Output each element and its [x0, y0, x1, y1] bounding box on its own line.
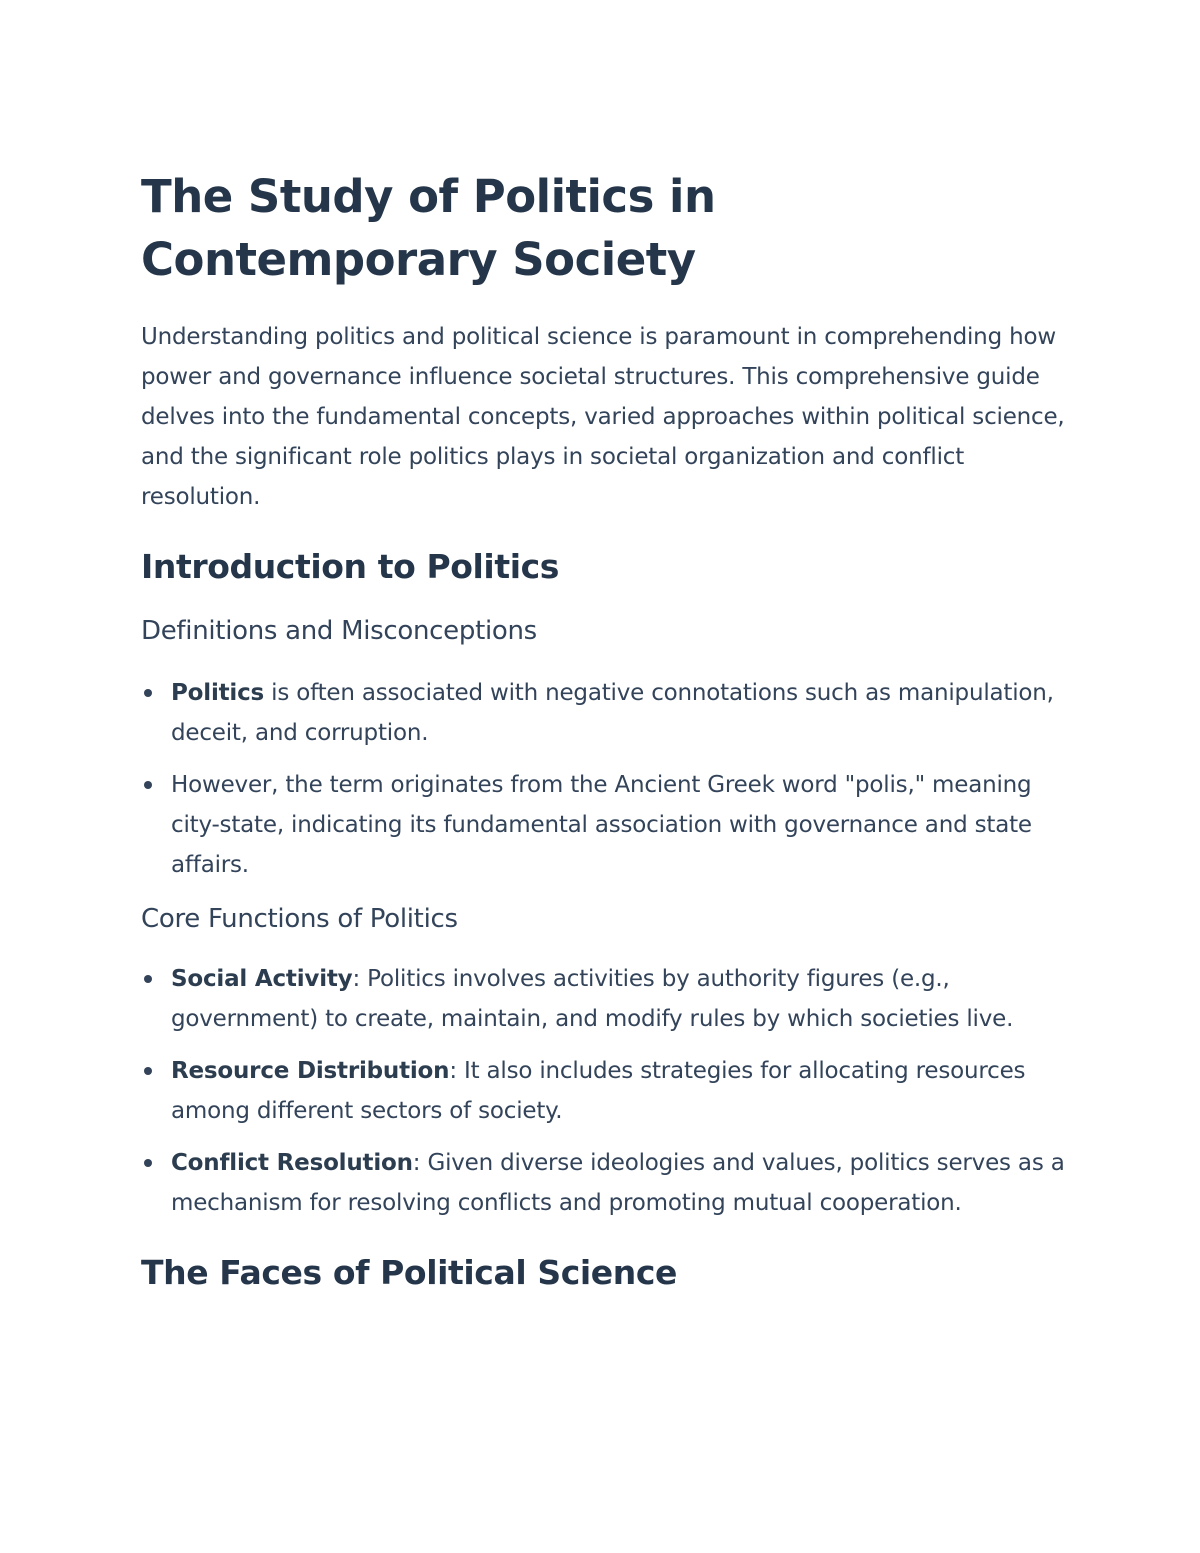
- list-item: [141, 1051, 1071, 1131]
- core-functions-list: [141, 959, 1071, 1223]
- list-item-term: Resource Distribution: [171, 1058, 450, 1084]
- list-item-text: : Politics involves activities by authority figures (e.g., government) to create, maintain, and modify rules by which societies live.: [171, 966, 1014, 1032]
- definitions-list: [141, 673, 1071, 885]
- list-item-text: : Given diverse ideologies and values, politics serves as a mechanism for resolving conflicts and promoting mutual cooperation.: [171, 1150, 1065, 1216]
- list-item: [141, 1143, 1071, 1223]
- list-item: [141, 959, 1071, 1039]
- bullet-icon: [144, 1067, 152, 1075]
- bullet-icon: [144, 781, 152, 789]
- bullet-icon: [144, 1159, 152, 1167]
- subsection-heading-definitions: Definitions and Misconceptions: [141, 616, 537, 646]
- list-item-term: Conflict Resolution: [171, 1150, 413, 1176]
- list-item-text: is often associated with negative connotations such as manipulation, deceit, and corruption.: [171, 680, 1054, 746]
- bullet-icon: [144, 689, 152, 697]
- intro-paragraph: Understanding politics and political science is paramount in comprehending how power and governance influence societal structures. This comprehensive guide delves into the fundamental concepts, varied approaches within political science, and the significant role politics plays in societal organization and conflict resolution.: [141, 324, 1065, 510]
- section-heading-faces: The Faces of Political Science: [141, 1253, 677, 1292]
- document-page: [141, 165, 1071, 1295]
- document-title: The Study of Politics in Contemporary Society: [141, 170, 716, 286]
- list-item: [141, 673, 1071, 753]
- list-item-text: However, the term originates from the Ancient Greek word "polis," meaning city-state, indicating its fundamental association with governance and state affairs.: [171, 772, 1032, 878]
- list-item: [141, 765, 1071, 885]
- bullet-icon: [144, 975, 152, 983]
- list-item-text: : It also includes strategies for allocating resources among different sectors of society.: [171, 1058, 1026, 1124]
- section-heading-introduction: Introduction to Politics: [141, 547, 560, 586]
- list-item-term: Social Activity: [171, 966, 353, 992]
- subsection-heading-core-functions: Core Functions of Politics: [141, 904, 458, 934]
- list-item-term: Politics: [171, 680, 265, 706]
